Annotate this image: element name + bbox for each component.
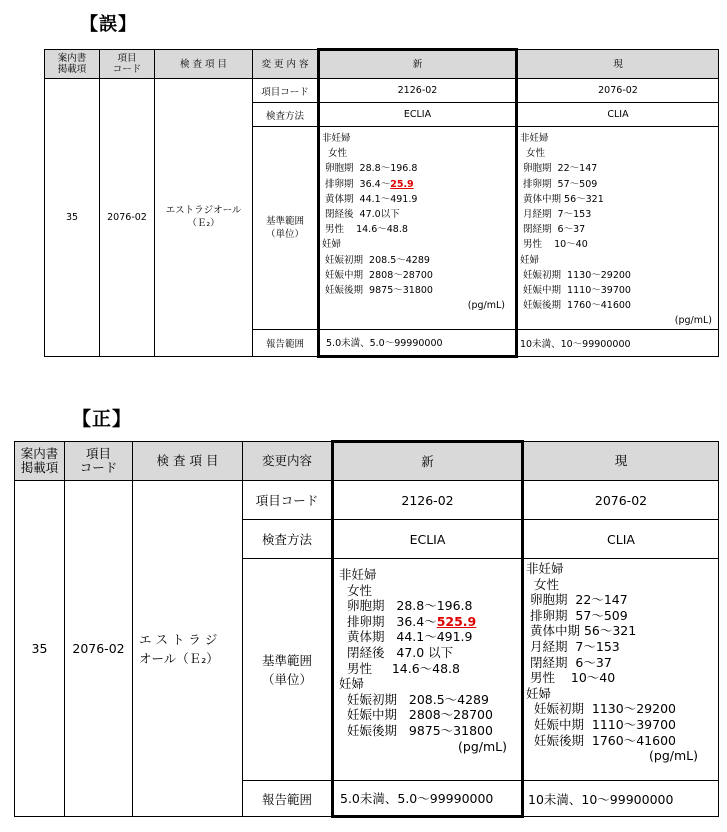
- item-code: 2076-02: [65, 481, 133, 817]
- new-range-unit: (pg/mL): [467, 300, 505, 312]
- new-range-text-rest: 黄体期 44.1～491.9 閉経後 47.0 以下 男性 14.6～48.8 妊婦 妊娠初期 208.5～4289 妊娠中期 2808～28700 妊娠後期 9875～31800: [339, 629, 493, 738]
- new-report: 5.0未満、5.0～99990000: [319, 329, 517, 356]
- header-current: 現: [517, 50, 719, 79]
- new-range-text: 非妊婦 女性 卵胞期 28.8～196.8 排卵期 36.4～: [339, 567, 473, 629]
- row-label-range: 基準範囲 （単位）: [253, 127, 319, 330]
- new-method: ECLIA: [319, 103, 517, 127]
- row-label-method: 検査方法: [243, 520, 333, 559]
- new-range: [333, 559, 523, 781]
- current-code: 2076-02: [523, 481, 719, 520]
- new-code: 2126-02: [319, 79, 517, 103]
- test-name: エ ス ト ラ ジ オール（Ｅ₂）: [133, 481, 243, 817]
- item-no: 35: [15, 481, 65, 817]
- test-name: エストラジオール （Ｅ₂）: [155, 79, 253, 357]
- correct-heading: 【正】: [72, 408, 133, 430]
- current-report: 10未満、10～99900000: [523, 781, 719, 817]
- current-range-text: 非妊婦 女性 卵胞期 22～147 排卵期 57～509 黄体中期 56～321 月経期 7～153 閉経期 6～37 男性 10～40 妊婦 妊娠初期 1130～29200 妊娠中期 1110～39700 妊娠後期 1760～41600: [526, 561, 676, 748]
- row-label-method: 検査方法: [253, 103, 319, 127]
- header-item-no: 案内書 掲載項: [15, 442, 65, 481]
- current-range-unit: (pg/mL): [649, 748, 698, 764]
- current-method: CLIA: [523, 520, 719, 559]
- row-label-report: 報告範囲: [243, 781, 333, 817]
- error-table: [44, 48, 719, 358]
- current-report: 10未満、10～99900000: [517, 329, 719, 356]
- current-range: [523, 559, 719, 781]
- row-label-code: 項目コード: [243, 481, 333, 520]
- corrected-value: 525.9: [436, 613, 477, 629]
- header-change: 変更内容: [243, 442, 333, 481]
- correct-table: [14, 440, 719, 818]
- current-code: 2076-02: [517, 79, 719, 103]
- header-test-name: 検 査 項 目: [133, 442, 243, 481]
- header-new: 新: [333, 442, 523, 481]
- header-current: 現: [523, 442, 719, 481]
- new-code: 2126-02: [333, 481, 523, 520]
- header-test-name: 検 査 項 目: [155, 50, 253, 79]
- header-change: 変 更 内 容: [253, 50, 319, 79]
- new-range: [319, 127, 517, 330]
- corrected-value: 25.9: [390, 178, 414, 190]
- row-label-report: 報告範囲: [253, 329, 319, 356]
- new-method: ECLIA: [333, 520, 523, 559]
- header-item-code: 項目 コード: [100, 50, 155, 79]
- new-report: 5.0未満、5.0～99990000: [333, 781, 523, 817]
- new-range-text-rest: 黄体期 44.1～491.9 閉経後 47.0以下 男性 14.6～48.8 妊婦 妊娠初期 208.5～4289 妊娠中期 2808～28700 妊娠後期 9875～31800: [322, 193, 433, 297]
- row-label-range: 基準範囲 （単位）: [243, 559, 333, 781]
- header-new: 新: [319, 50, 517, 79]
- current-method: CLIA: [517, 103, 719, 127]
- current-range-text: 非妊婦 女性 卵胞期 22～147 排卵期 57～509 黄体中期 56～321 月経期 7～153 閉経期 6～37 男性 10～40 妊婦 妊娠初期 1130～29200 妊娠中期 1110～39700 妊娠後期 1760～41600: [520, 133, 631, 312]
- new-range-text: 非妊婦 女性 卵胞期 28.8～196.8 排卵期 36.4～: [322, 133, 418, 190]
- row-label-code: 項目コード: [253, 79, 319, 103]
- header-item-code: 項目 コード: [65, 442, 133, 481]
- error-heading: 【誤】: [80, 14, 137, 35]
- item-code: 2076-02: [100, 79, 155, 357]
- current-range: [517, 127, 719, 330]
- header-item-no: 案内書 掲載項: [45, 50, 100, 79]
- item-no: 35: [45, 79, 100, 357]
- new-range-unit: (pg/mL): [458, 738, 507, 754]
- current-range-unit: (pg/mL): [674, 315, 712, 327]
